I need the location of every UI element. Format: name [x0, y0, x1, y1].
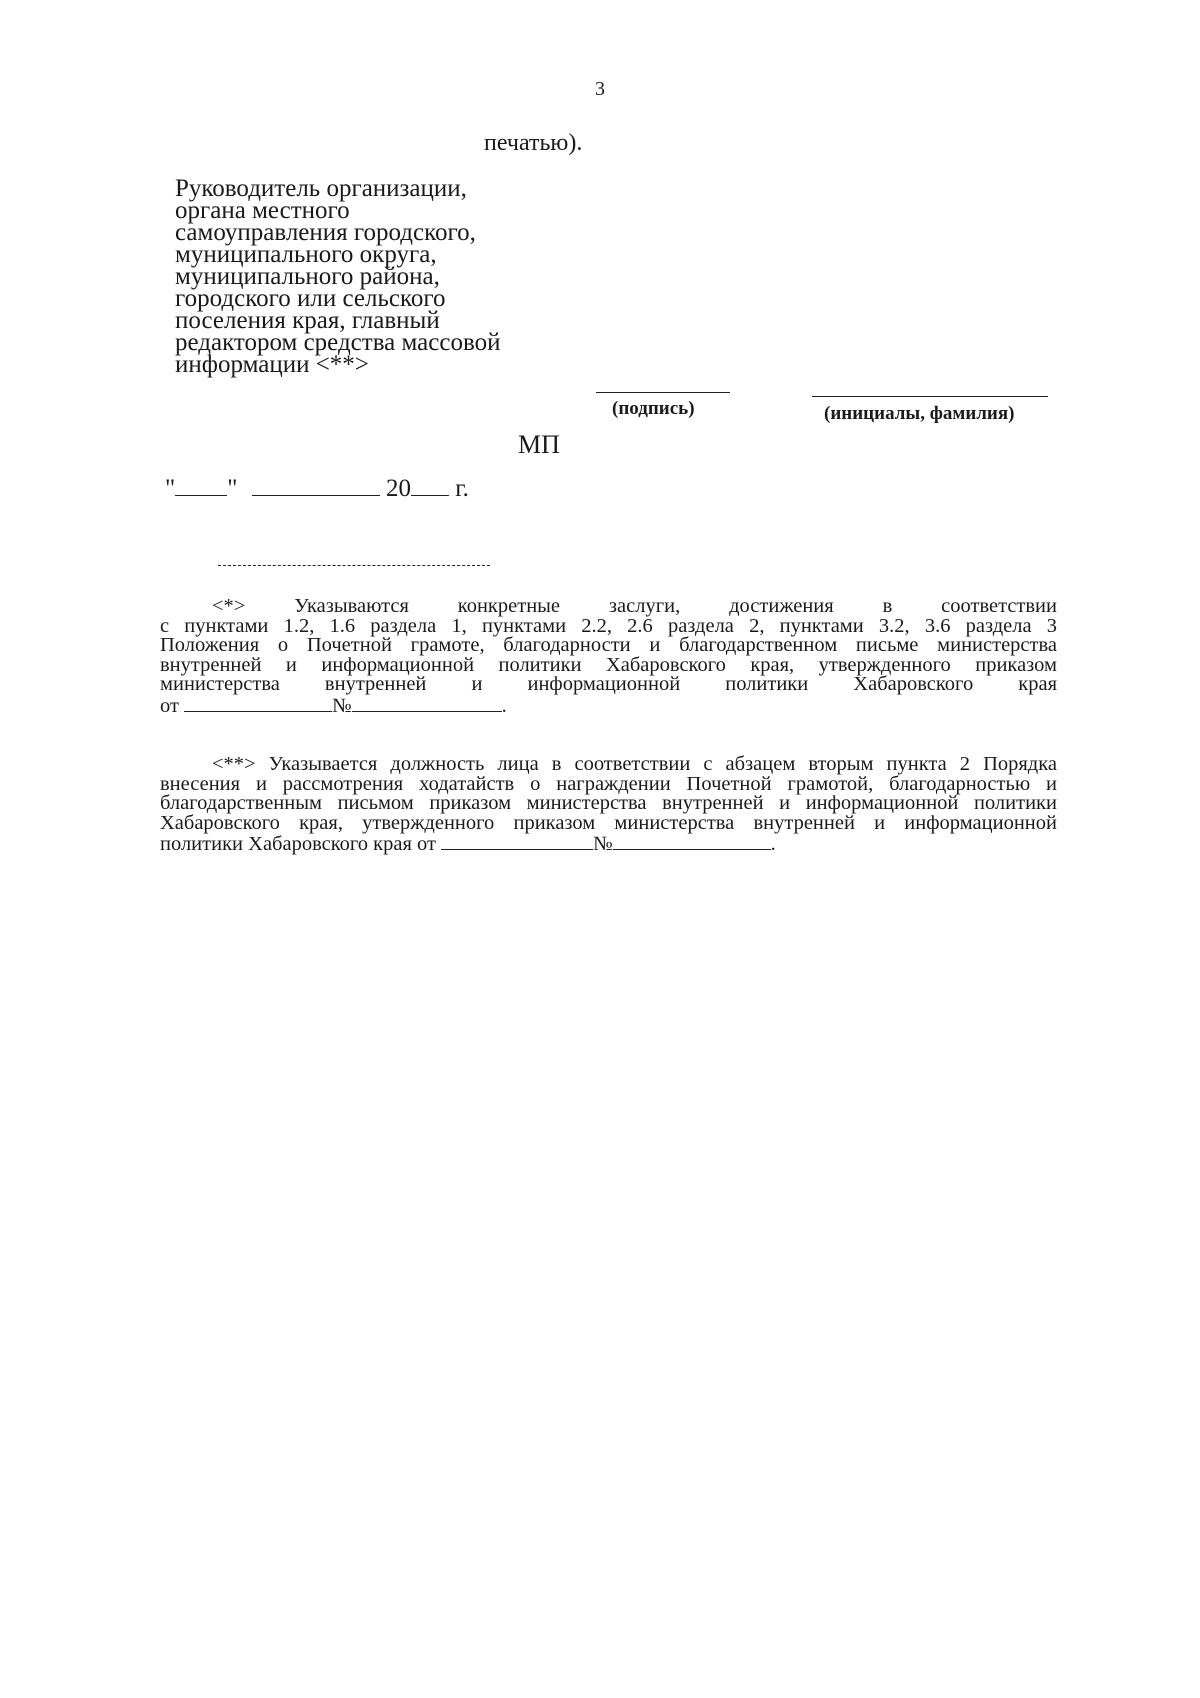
footnote-2-line: внесения и рассмотрения ходатайств о награждении Почетной грамотой, благодарностью и: [160, 772, 1057, 795]
footnote-1-end: .: [501, 694, 507, 717]
signer-line: информации <**>: [175, 351, 369, 378]
footnote-2-line: <**> Указывается должность лица в соответствии с абзацем вторым пункта 2 Порядка: [212, 753, 1057, 775]
name-blank-line: [812, 396, 1048, 397]
page-number: 3: [595, 78, 605, 100]
month-blank: [252, 475, 380, 496]
day-blank: [175, 475, 227, 496]
date-line: [165, 475, 469, 503]
date-open-quote: ": [165, 475, 176, 502]
signer-line: поселения края, главный: [175, 307, 440, 334]
year-suffix: г.: [455, 475, 469, 502]
footnote-1: [160, 597, 1057, 716]
continuation-text: печатью).: [484, 130, 583, 156]
signer-line: органа местного: [175, 197, 350, 224]
footnote-2: [160, 755, 1057, 855]
signer-line: городского или сельского: [175, 285, 446, 312]
signature-caption: (подпись): [612, 398, 695, 419]
footnote-1-line: с пунктами 1.2, 1.6 раздела 1, пунктами 2.2, 2.6 раздела 2, пунктами 3.2, 3.6 раздела 3: [160, 614, 1057, 637]
signer-line: муниципального района,: [175, 263, 440, 290]
date-close-quote: ": [227, 475, 238, 502]
signer-line: редактором средства массовой: [175, 329, 501, 356]
footnote-2-last-line: [160, 833, 1057, 855]
footnote-1-line: министерства внутренней и информационной политики Хабаровского края: [160, 673, 1057, 695]
footnote-separator: [218, 565, 490, 566]
order-date-blank: [441, 833, 593, 850]
name-caption: (инициалы, фамилия): [824, 403, 1015, 424]
signer-line: самоуправления городского,: [175, 219, 476, 246]
footnote-2-line: Хабаровского края, утвержденного приказом министерства внутренней и информационной: [160, 811, 1057, 834]
signer-line: Руководитель организации,: [175, 175, 467, 202]
footnote-2-line: благодарственным письмом приказом министерства внутренней и информационной политики: [160, 792, 1057, 814]
signer-line: муниципального округа,: [175, 241, 437, 268]
number-sign: №: [593, 833, 613, 855]
order-number-blank: [352, 695, 502, 712]
stamp-label: МП: [518, 430, 560, 459]
footnote-1-line: <*> Указываются конкретные заслуги, достижения в соответствии: [212, 595, 1057, 617]
order-number-blank: [613, 833, 771, 850]
footnote-2-end: .: [770, 833, 776, 855]
footnote-1-last-line: [160, 695, 1057, 717]
footnote-1-date-prefix: от: [160, 694, 179, 717]
footnote-1-line: Положения о Почетной грамоте, благодарности и благодарственном письме министерства: [160, 634, 1057, 656]
footnote-2-date-prefix: политики Хабаровского края от: [160, 833, 436, 855]
order-date-blank: [184, 695, 332, 712]
year-prefix: 20: [385, 475, 411, 502]
signature-blank-line: [596, 392, 730, 393]
signer-position-block: [175, 175, 575, 378]
year-blank: [411, 475, 449, 496]
number-sign: №: [332, 694, 352, 717]
footnote-1-line: внутренней и информационной политики Хабаровского края, утвержденного приказом: [160, 653, 1057, 676]
